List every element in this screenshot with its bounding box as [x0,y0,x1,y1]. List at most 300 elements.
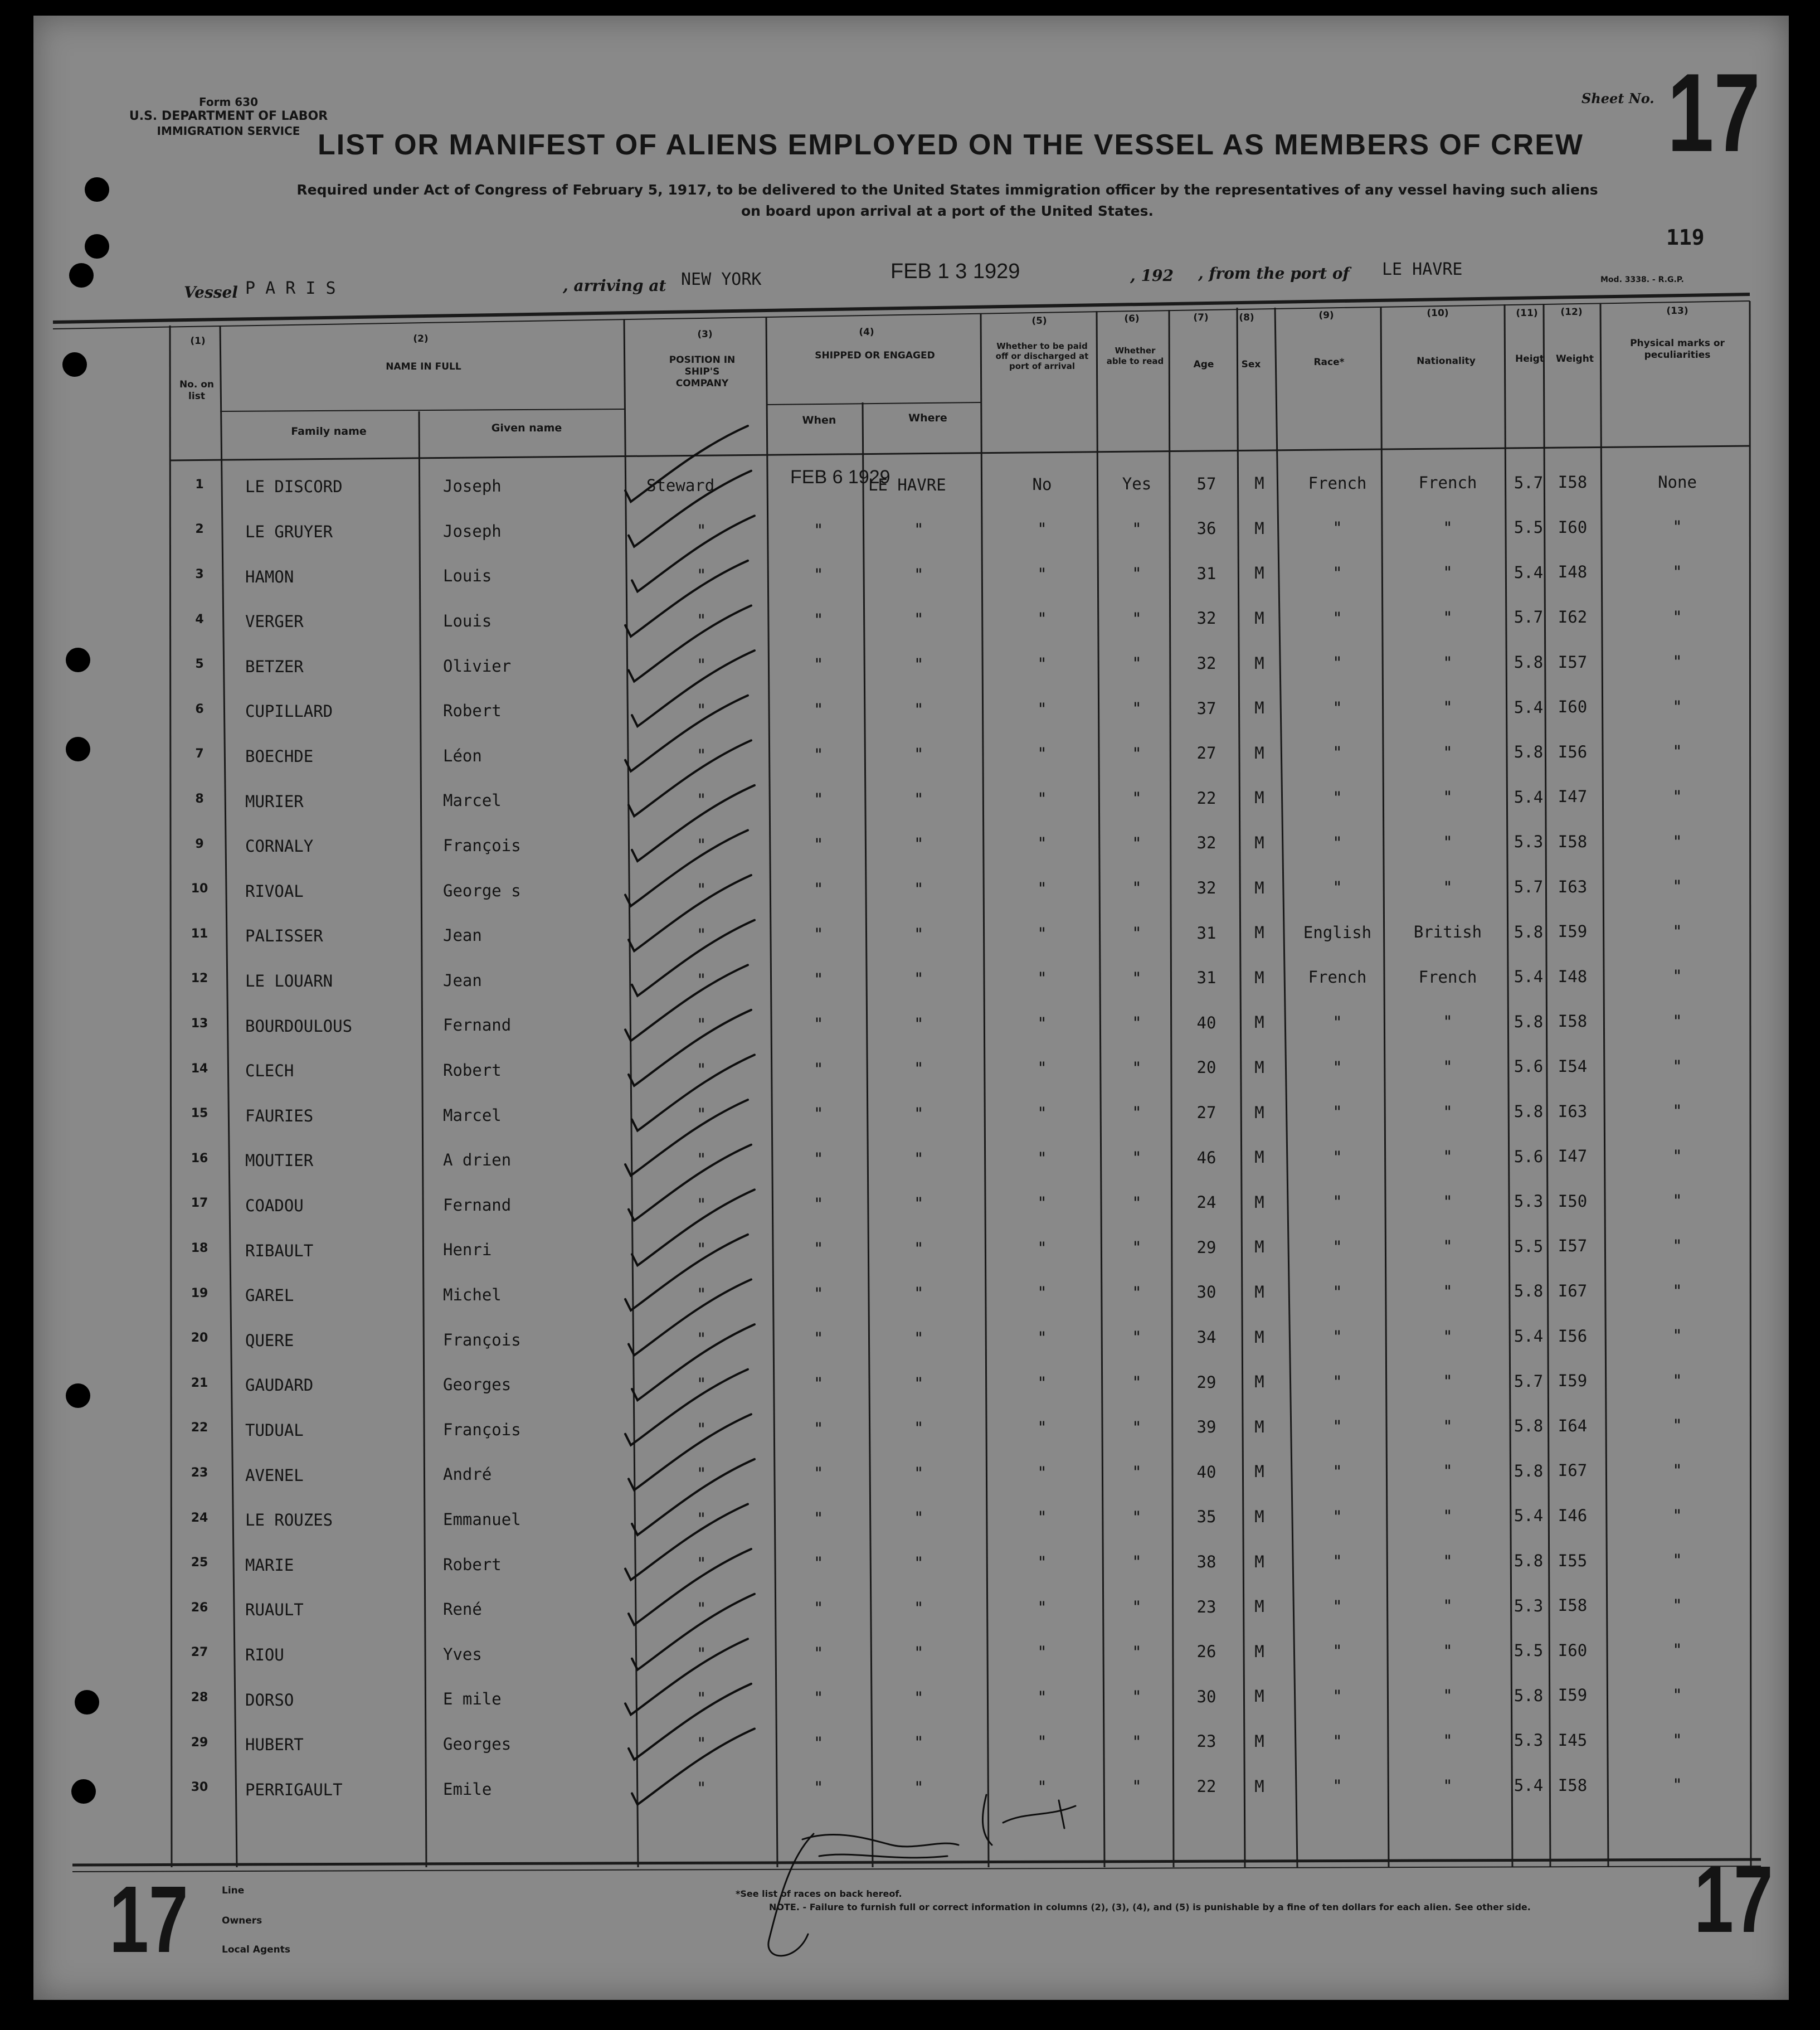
height: 5.4 [1514,697,1544,717]
nationality: " [1443,1641,1453,1660]
row-number: 3 [195,567,204,582]
departure-port: LE HAVRE [1382,260,1463,279]
height: 5.8 [1514,1012,1544,1031]
sex: M [1254,788,1264,808]
able-to-read: " [1132,1013,1142,1033]
sex: M [1254,1687,1264,1706]
when-shipped: " [814,969,824,989]
sex: M [1254,698,1264,718]
height: 5.4 [1514,1326,1544,1346]
where-shipped: " [914,1373,924,1393]
weight: I60 [1558,1640,1588,1660]
given-name: Robert [443,1061,502,1080]
able-to-read: " [1132,833,1142,853]
when-shipped: " [814,1014,824,1034]
race: " [1332,833,1342,852]
where-shipped: " [914,1284,924,1303]
race: " [1332,1776,1342,1796]
given-name: Louis [443,611,492,631]
row-number: 24 [191,1511,208,1525]
col-num-1: (1) [190,336,206,347]
given-name: Fernand [443,1016,512,1035]
race: " [1332,1147,1342,1167]
when-shipped: " [814,1508,824,1528]
sex: M [1254,1462,1264,1482]
where-shipped: " [914,1104,924,1123]
family-name: BETZER [245,657,304,676]
age: 24 [1196,1193,1216,1212]
check-mark [632,1728,755,1804]
row-number: 8 [195,792,204,807]
check-mark [629,1414,751,1490]
paid-off: " [1037,1193,1047,1213]
when-shipped: FEB 6 1929 [790,467,890,488]
race: " [1332,608,1342,628]
race: " [1332,878,1342,897]
col-header-height: Heigt [1515,353,1544,365]
row-number: 20 [191,1331,208,1346]
height: 5.7 [1514,473,1544,492]
paid-off: No [1032,474,1052,494]
where-shipped: " [914,520,924,540]
height: 5.5 [1514,518,1544,537]
weight: I46 [1558,1506,1588,1526]
row-number: 17 [191,1196,208,1211]
given-name: Marcel [443,791,502,810]
position: Steward [646,475,715,495]
nationality: French [1418,473,1477,493]
height: 5.6 [1514,1057,1544,1076]
race: " [1332,788,1342,808]
check-mark [629,1010,751,1086]
weight: I59 [1558,922,1588,941]
nationality: " [1443,1372,1453,1391]
race: " [1332,1417,1342,1436]
able-to-read: " [1132,789,1142,808]
position: " [697,1689,707,1708]
where-shipped: " [914,1553,924,1572]
weight: I62 [1558,608,1588,627]
able-to-read: " [1132,878,1142,898]
given-name: Emile [443,1779,492,1799]
col-num-2: (2) [413,333,429,344]
row-number: 21 [191,1376,208,1390]
position: " [697,1644,707,1663]
sex: M [1254,1507,1264,1526]
where-shipped: " [914,1419,924,1438]
when-shipped: " [814,1643,824,1663]
col-header-weight: Weight [1556,353,1594,365]
sex: M [1254,564,1264,583]
sex: M [1254,474,1264,493]
given-name: Robert [443,701,502,721]
col-header-position: POSITION IN SHIP'S COMPANY [669,354,736,389]
age: 22 [1196,788,1216,808]
arriving-label: , arriving at [563,276,666,295]
physical-marks: " [1672,562,1682,581]
physical-marks: " [1672,1595,1682,1615]
check-mark [625,1235,748,1310]
owners-label: Owners [222,1915,262,1926]
able-to-read: " [1132,968,1142,988]
nationality: " [1443,833,1453,852]
height: 5.8 [1514,742,1544,762]
height: 5.4 [1514,787,1544,807]
race: " [1332,1327,1342,1347]
age: 37 [1196,698,1216,718]
nationality: " [1443,877,1453,897]
paid-off: " [1037,789,1047,808]
paid-off: " [1037,654,1047,673]
physical-marks: " [1672,652,1682,672]
where-shipped: " [914,1733,924,1752]
nationality: " [1443,742,1453,762]
where-shipped: " [914,1598,924,1618]
able-to-read: " [1132,1687,1142,1707]
race: " [1332,1596,1342,1616]
family-name: CUPILLARD [245,702,333,721]
check-mark [625,965,748,1041]
when-shipped: " [814,1599,824,1618]
position: " [697,745,707,765]
col-num-12: (12) [1560,307,1583,318]
weight: I48 [1558,562,1588,582]
row-number: 5 [195,657,204,672]
given-name: Henri [443,1240,492,1260]
from-port-label: , from the port of [1198,264,1350,283]
age: 31 [1196,968,1216,988]
family-name: LE DISCORD [245,477,343,497]
when-shipped: " [814,1733,824,1752]
family-name: RIBAULT [245,1241,314,1260]
position: " [697,610,707,630]
paid-off: " [1037,564,1047,584]
paid-off: " [1037,1148,1047,1168]
physical-marks: " [1672,1775,1682,1795]
age: 39 [1196,1417,1216,1437]
paid-off: " [1037,1463,1047,1482]
weight: I55 [1558,1551,1588,1570]
given-name: François [443,1330,521,1349]
paid-off: " [1037,744,1047,764]
paid-off: " [1037,1777,1047,1796]
check-mark [625,830,748,906]
family-name: TUDUAL [245,1421,304,1440]
where-shipped: " [914,1149,924,1168]
able-to-read: " [1132,609,1142,628]
nationality: " [1443,1057,1453,1077]
physical-marks: " [1672,697,1682,716]
family-name: HUBERT [245,1735,304,1755]
vessel-name: P A R I S [245,279,336,298]
family-name: LE LOUARN [245,972,333,991]
position: " [697,1464,707,1484]
col-num-9: (9) [1318,310,1334,321]
race: " [1332,1462,1342,1482]
row-number: 25 [191,1556,208,1570]
age: 40 [1196,1462,1216,1482]
height: 5.5 [1514,1641,1544,1660]
where-shipped: " [914,1643,924,1663]
paid-off: " [1037,699,1047,718]
sex: M [1254,653,1264,673]
age: 27 [1196,1103,1216,1122]
physical-marks: " [1672,1236,1682,1255]
paid-off: " [1037,1508,1047,1527]
check-mark [629,1145,751,1221]
col-header-family-name: Family name [291,425,367,438]
able-to-read: " [1132,519,1142,538]
age: 40 [1196,1013,1216,1032]
family-name: CORNALY [245,837,314,856]
age: 36 [1196,519,1216,538]
nationality: " [1443,1551,1453,1571]
given-name: Georges [443,1375,512,1395]
nationality: " [1443,1192,1453,1211]
weight: I63 [1558,877,1588,896]
paid-off: " [1037,1643,1047,1662]
race: " [1332,1282,1342,1301]
able-to-read: " [1132,1597,1142,1617]
given-name: Olivier [443,656,512,676]
race-list-note: *See list of races on back hereof. [736,1888,902,1899]
family-name: LE ROUZES [245,1511,333,1530]
height: 5.8 [1514,1461,1544,1480]
col-header-nationality: Nationality [1417,356,1476,367]
given-name: Michel [443,1285,502,1305]
paid-off: " [1037,1328,1047,1347]
col-num-10: (10) [1427,308,1449,319]
able-to-read: " [1132,1417,1142,1437]
col-header-physical-marks: Physical marks or peculiarities [1630,338,1725,361]
row-number: 27 [191,1645,208,1660]
nationality: " [1443,1147,1453,1167]
race: " [1332,743,1342,763]
position: " [697,1329,707,1349]
row-number: 9 [195,837,204,851]
race: " [1332,1372,1342,1391]
physical-marks: " [1672,1416,1682,1435]
position: " [697,1284,707,1304]
physical-marks: " [1672,1686,1682,1704]
sex: M [1254,1731,1264,1751]
when-shipped: " [814,1553,824,1573]
row-number: 7 [195,747,204,761]
weight: I59 [1558,1371,1588,1391]
check-mark [632,1055,755,1130]
position: " [697,1194,707,1214]
sheet-number-bottom-right: 17 [1694,1847,1773,1953]
nationality: " [1443,1012,1453,1032]
family-name: RIVOAL [245,881,304,901]
when-shipped: " [814,880,824,899]
age: 32 [1196,878,1216,897]
age: 57 [1196,474,1216,493]
where-shipped: LE HAVRE [868,475,946,494]
height: 5.8 [1514,1281,1544,1301]
row-number: 19 [191,1286,208,1300]
col-header-given-name: Given name [491,422,562,434]
paid-off: " [1037,1373,1047,1392]
physical-marks: " [1672,877,1682,896]
position: " [697,1105,707,1124]
given-name: Jean [443,970,482,990]
col-header-no-on-list: No. on list [179,379,215,402]
sex: M [1254,518,1264,538]
sex: M [1254,1237,1264,1257]
col-num-6: (6) [1124,313,1140,324]
col-header-age: Age [1193,359,1214,370]
weight: I56 [1558,742,1588,761]
height: 5.4 [1514,1775,1544,1795]
when-shipped: " [814,1149,824,1169]
paid-off: " [1037,834,1047,853]
nationality: " [1443,1507,1453,1526]
position: " [697,1554,707,1574]
row-number: 12 [191,972,208,986]
given-name: George s [443,881,521,900]
height: 5.7 [1514,608,1544,627]
col-num-13: (13) [1666,305,1688,317]
sex: M [1254,1013,1264,1032]
check-mark [625,696,748,771]
nationality: French [1418,967,1477,987]
physical-marks: None [1658,472,1697,492]
position: " [697,835,707,854]
col-header-name-in-full: NAME IN FULL [386,361,461,372]
col-num-4: (4) [859,327,874,338]
physical-marks: " [1672,967,1682,986]
height: 5.4 [1514,1506,1544,1526]
family-name: RIOU [245,1645,284,1665]
weight: I56 [1558,1326,1588,1346]
nationality: British [1413,922,1482,942]
height: 5.8 [1514,1101,1544,1121]
when-shipped: " [814,610,824,629]
race: " [1332,698,1342,717]
sex: M [1254,1327,1264,1347]
height: 5.6 [1514,1147,1544,1166]
when-shipped: " [814,1194,824,1213]
col-header-able-to-read: Whether able to read [1106,346,1164,366]
able-to-read: " [1132,1283,1142,1302]
nationality: " [1443,518,1453,537]
check-mark [632,1189,755,1265]
age: 22 [1196,1776,1216,1796]
col-num-7: (7) [1193,312,1209,323]
col-num-8: (8) [1239,312,1254,323]
sex: M [1254,1282,1264,1301]
year-label: , 192 [1130,266,1174,285]
when-shipped: " [814,1104,824,1124]
where-shipped: " [914,969,924,989]
department-name: U.S. DEPARTMENT OF LABOR [129,109,328,123]
row-number: 16 [191,1151,208,1165]
race: " [1332,1103,1342,1122]
race: " [1332,1192,1342,1212]
nationality: " [1443,1282,1453,1301]
able-to-read: " [1132,564,1142,584]
weight: I58 [1558,473,1588,492]
check-mark [625,561,748,637]
where-shipped: " [914,654,924,674]
weight: I67 [1558,1281,1588,1301]
height: 5.4 [1514,967,1544,987]
row-number: 26 [191,1600,208,1615]
physical-marks: " [1672,832,1682,851]
family-name: QUERE [245,1330,294,1350]
when-shipped: " [814,520,824,540]
weight: I47 [1558,787,1588,807]
physical-marks: " [1672,1730,1682,1750]
nationality: " [1443,1102,1453,1121]
physical-marks: " [1672,921,1682,941]
when-shipped: " [814,925,824,944]
given-name: E mile [443,1689,502,1709]
given-name: A drien [443,1150,512,1170]
given-name: Marcel [443,1105,502,1125]
when-shipped: " [814,1059,824,1079]
family-name: MURIER [245,791,304,811]
race: French [1308,968,1367,987]
check-mark [629,605,751,681]
family-name: BOECHDE [245,747,314,766]
physical-marks: " [1672,1281,1682,1300]
where-shipped: " [914,879,924,899]
manifest-title: LIST OR MANIFEST OF ALIENS EMPLOYED ON THE VESSEL AS MEMBERS OF CREW [318,129,1584,161]
weight: I45 [1558,1731,1588,1750]
race: " [1332,1237,1342,1257]
col-num-5: (5) [1031,315,1047,327]
physical-marks: " [1672,1012,1682,1031]
arrival-date-stamp: FEB 1 3 1929 [890,260,1020,283]
position: " [697,1419,707,1439]
paid-off: " [1037,1103,1047,1123]
age: 46 [1196,1148,1216,1167]
race: " [1332,518,1342,538]
weight: I47 [1558,1147,1588,1166]
physical-marks: " [1672,607,1682,627]
family-name: AVENEL [245,1465,304,1485]
family-name: MARIE [245,1555,294,1575]
row-number: 6 [195,702,204,716]
family-name: LE GRUYER [245,522,333,542]
race: " [1332,1013,1342,1032]
age: 30 [1196,1687,1216,1706]
paid-off: " [1037,1597,1047,1617]
paid-off: " [1037,878,1047,898]
where-shipped: " [914,834,924,854]
where-shipped: " [914,789,924,809]
age: 29 [1196,1372,1216,1392]
age: 20 [1196,1058,1216,1077]
check-mark [629,1684,751,1760]
physical-marks: " [1672,742,1682,761]
height: 5.8 [1514,652,1544,672]
nationality: " [1443,1327,1453,1346]
penalty-note: NOTE. - Failure to furnish full or correct information in columns (2), (3), (4), and (5) is punishable by a fine of ten dollars for each alien. See other side. [769,1902,1531,1912]
able-to-read: " [1132,1507,1142,1527]
check-mark [632,516,755,591]
col-num-3: (3) [697,329,713,340]
family-name: CLECH [245,1061,294,1081]
sex: M [1254,923,1264,943]
height: 5.3 [1514,1731,1544,1750]
able-to-read: " [1132,1777,1142,1796]
given-name: Georges [443,1735,512,1754]
where-shipped: " [914,700,924,719]
family-name: MOUTIER [245,1151,314,1171]
